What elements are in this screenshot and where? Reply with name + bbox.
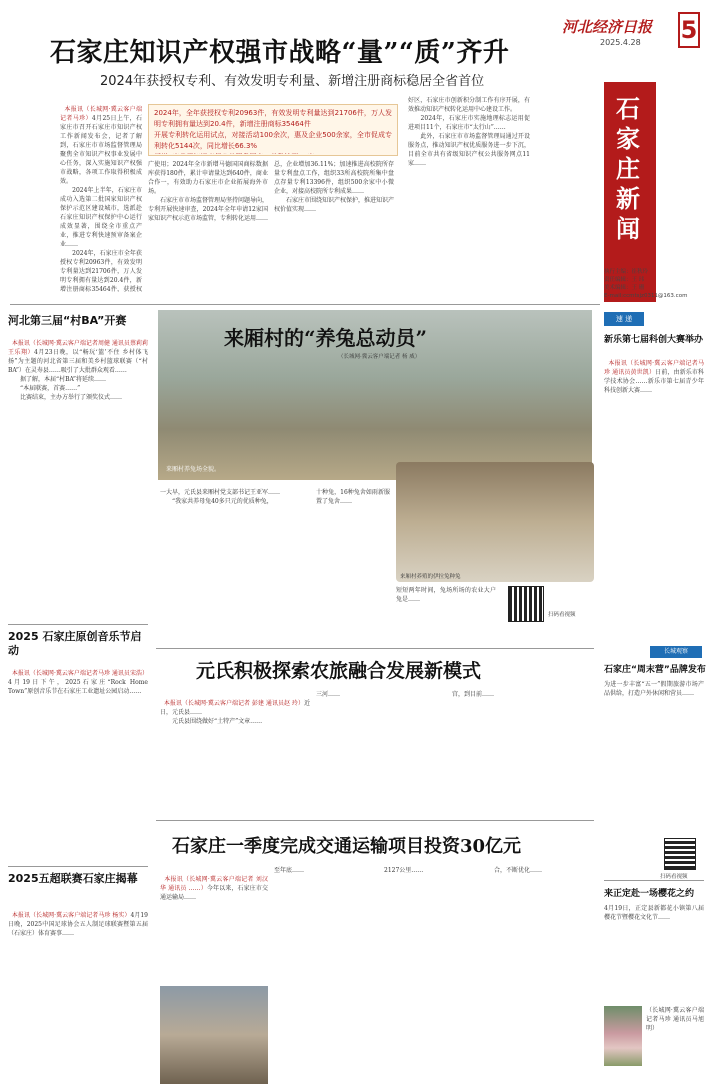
rabbit-closeup-caption: 来厢村养殖的伊拉兔种兔 bbox=[400, 574, 461, 580]
lead-summary-box bbox=[148, 104, 398, 156]
designer-credit: 美术编辑：王 珊 bbox=[604, 285, 645, 291]
responsible-editor-credit: 责任编辑：王 玮 bbox=[604, 277, 645, 283]
tourism-text-1: 近日，元氏县…… 元氏县围绕做好“土特产”文章…… bbox=[160, 700, 310, 725]
rabbit-qr-label: 扫码看视频 bbox=[548, 612, 576, 618]
lead-subheadline: 2024年获授权专利、有效发明专利量、新增注册商标稳居全省首位 bbox=[100, 74, 485, 89]
transport-byline: 本报讯（长城网·冀云客户端记者 刘汉华 通讯员 ……） bbox=[160, 876, 268, 892]
sidebar-credits bbox=[604, 268, 708, 300]
village-art-headline: 河北第三届“村BA”开赛 bbox=[8, 314, 127, 327]
lead-summary-text: 2024年，全年获授权专利20963件，有效发明专利量达到21706件，万人发明专利拥有量达到20.4件，新增注册商标35464件 开展专利转化运用试点，对接活动100余次，惠及企业500余家，全市促成专利转化5144次，同比增长66.3% bbox=[154, 109, 392, 150]
tourism-body-col1 bbox=[160, 690, 310, 816]
lead-text-1: 4月25日上午，石家庄市召开石家庄市知识产权工作新闻发布会，记者了解到，石家庄市市场监督管理局聚焦全市知识产权事业发展中心任务，深入实施知识产权强市战略，各项工作取得积极成效。 2024年上半年，石家庄市成功入选第二批国家知识产权保护示范区建设城市，选派赴石家庄知识产权保护中心运行成效显著，围绕全市重点产业，推进专利快速预审备案企业…… 2024年，石家庄市全年获授权专利20963件，有效发明专利量达到21706件，万人发明专利拥有量达到20.4件，新增注册商标35464件，获授权 bbox=[60, 115, 142, 292]
futsal-body bbox=[8, 902, 148, 1084]
email-credit: E-mail:ccmtsjz0311@163.com bbox=[604, 293, 688, 299]
transport-body-col2: 至年底…… bbox=[274, 867, 305, 874]
great-wall-tag: 长城观察 bbox=[650, 646, 702, 658]
issue-date: 2025.4.28 bbox=[600, 38, 641, 47]
editor-credit: 执行主编：崔秋玲 bbox=[604, 269, 649, 275]
mid-rule-1 bbox=[156, 648, 594, 649]
rabbit-body-col1: 一大早，元氏县来厢村党支部书记王亚军…… “我家共养母兔40多只元的优质种兔， bbox=[160, 489, 281, 505]
transport-text-1: 今年以来，石家庄市交通运输局…… bbox=[160, 885, 268, 901]
weekend-camp-headline: 石家庄“周末营”品牌发布 bbox=[604, 665, 706, 675]
kechuang-byline: 本报讯（长城网·冀云客户端记者马珍 通讯员黄世凯） bbox=[604, 360, 704, 376]
page-number: 5 bbox=[678, 12, 700, 48]
weekend-camp-qr-code[interactable] bbox=[664, 838, 696, 870]
lead-bottom-rule bbox=[10, 304, 600, 305]
left-rule-2 bbox=[8, 866, 148, 867]
tourism-body-col3: 宫，到目前…… bbox=[452, 691, 495, 698]
rabbit-photo-caption: 来厢村养兔场全貌。 bbox=[166, 466, 221, 473]
cherry-blossom-photo bbox=[604, 1006, 642, 1066]
futsal-headline: 2025五超联赛石家庄揭幕 bbox=[8, 872, 138, 885]
tourism-headline: 元氏积极探索农旅融合发展新模式 bbox=[196, 660, 482, 682]
rabbit-qr-code[interactable] bbox=[508, 586, 544, 622]
weekend-camp-body: 为进一步丰富“五一”假期旅游市场产品供给，打造户外休闲和营员…… bbox=[604, 681, 704, 697]
weekend-camp-qr-label: 扫码看视频 bbox=[660, 874, 688, 880]
music-fest-text: 4月19日下午，2025石家庄“Rock Home Town”原创音乐节在石家庄工业遗址公园启动…… bbox=[8, 679, 148, 695]
cherry-blossom-body: 4月19日，正定县新都花小镇第八届樱花节暨樱花文化节…… bbox=[604, 905, 704, 921]
lead-body-col2: 广使用；2024年全市新增马德国国商标数据库获得180件，累计申请量达到640件，商业合作一，有效助力石家庄市企业拓展海外市场。 石家庄市市场监督管理局坚持问题导向，专利开展快速审查，2024年全年申请12家国家知识产权示范市场监管，专利转化运用…… bbox=[148, 161, 268, 222]
music-fest-body bbox=[8, 660, 148, 860]
mid-rule-2 bbox=[156, 820, 594, 821]
rabbit-body-col2: 十种兔，16种兔舍如雨新服置了兔舍…… bbox=[316, 489, 390, 505]
kechuang-text: 日前，由新乐市科学技术协会……新乐市第七届青少年科技创新大赛…… bbox=[604, 369, 704, 394]
transport-body-col4: 合，不断优化…… bbox=[494, 867, 543, 874]
lead-body-col3: 总，企业增加36.11%；加速推进高校院所存量专利盘点工作，组织33所高校院所集中盘点存量专利13396件，组织500余家中小微企业，对接高校院所专利成果…… 石家庄市围绕知识产权保护，推进知识产权价值实现…… bbox=[274, 161, 394, 213]
lead-body-col1 bbox=[60, 96, 142, 292]
tourism-body-col2: 三河…… bbox=[316, 691, 341, 698]
futsal-text: 4月19日晚，2025中国足球协会五人制足球联赛暨第五届（石家庄）体育赛事…… bbox=[8, 912, 148, 937]
lead-headline: 石家庄知识产权强市战略“量”“质”齐升 bbox=[50, 38, 510, 68]
section-title: 石家庄新闻 bbox=[616, 94, 640, 243]
left-rule-1 bbox=[8, 624, 148, 625]
right-rule bbox=[604, 880, 704, 881]
cherry-blossom-credit: （长城网·冀云客户端记者马珍 通讯员马旭明） bbox=[646, 1007, 704, 1032]
transport-body-col1 bbox=[160, 866, 268, 984]
rabbit-body-col3: 短短两年时间，兔场所场的农业大户兔是…… bbox=[396, 587, 496, 603]
futsal-byline: 本报讯（长城网·冀云客户端记者马珍 杨实） bbox=[11, 912, 131, 919]
kechuang-body bbox=[604, 350, 704, 640]
transport-body-col3: 2127公里…… bbox=[384, 867, 424, 874]
village-art-body bbox=[8, 330, 148, 620]
village-art-text: 4月23日晚，以“畅玩‘篮’不住 乡村体飞扬”为主题的河北省第三届和美乡村篮球联赛（“村BA”）在灵寿县……吸引了大批群众观看…… 据了解，本届“村BA”将延续…… “本届联赛，首赛……” 比赛结束，主办方举行了颁奖仪式…… bbox=[8, 349, 148, 401]
rabbit-closeup-photo bbox=[396, 462, 594, 582]
lead-body-col4: 好区，石家庄市创新积分制工作有序开展，有效推动知识产权转化运用中心建设工作。 2024年，石家庄市实施地理标志运用促进项目11个，石家庄市“太行山”…… 此外，石家庄市市场监督管理局通过开设服务点，推动知识产权优质服务进一步下沉，目前全市共有省级知识产权公共服务网点11家…… bbox=[408, 97, 530, 167]
masthead bbox=[560, 12, 700, 48]
rabbit-byline: （长城网·冀云客户端记者 杨 威） bbox=[338, 354, 421, 360]
music-fest-headline: 2025 石家庄原创音乐节启动 bbox=[8, 630, 142, 657]
paper-name: 河北经济日报 bbox=[562, 18, 653, 36]
music-fest-byline: 本报讯（长城网·冀云客户端记者马珍 通讯员宋浩） bbox=[11, 670, 148, 677]
lead-byline: 本报讯（长城网·冀云客户端记者马珍） bbox=[60, 106, 142, 122]
express-label: 速 递 bbox=[604, 312, 644, 326]
tourism-byline: 本报讯（长城网·冀云客户端记者 彭建 通讯员赵 玲） bbox=[163, 700, 304, 707]
rabbit-headline: 来厢村的“养兔总动员” bbox=[224, 326, 428, 350]
rabbit-farm-photo bbox=[158, 310, 592, 480]
cherry-blossom-headline: 来正定赴一场樱花之约 bbox=[604, 889, 695, 899]
transport-headline: 石家庄一季度完成交通运输项目投资30亿元 bbox=[172, 836, 522, 857]
kechuang-headline: 新乐第七届科创大赛举办 bbox=[604, 335, 704, 345]
village-art-byline: 本报讯（长城网·冀云客户端记者周健 通讯员蔡莉莉 王乐翔） bbox=[8, 340, 148, 356]
transport-photo bbox=[160, 986, 268, 1084]
